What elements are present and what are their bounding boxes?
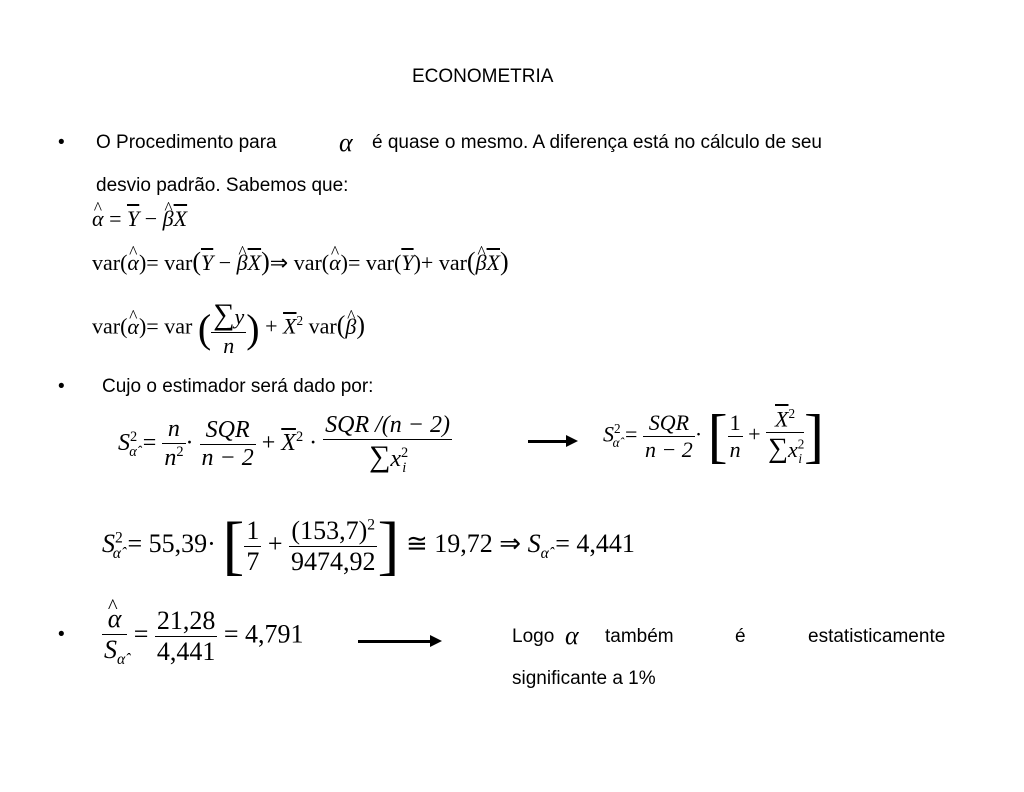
alpha-symbol: α xyxy=(339,128,353,157)
equation-var-alpha: var(^ $\alpha)= var(\overline{Y}$ − ^ $\beta\overline{X})\Rightarrow$ var(^ $\alpha)= var(\overline{Y})+$ var(^ $\beta\overline{X}$) xyxy=(92,247,509,277)
bullet-1: • xyxy=(58,132,65,153)
arrow-line-2 xyxy=(358,640,432,643)
equation-s2-alpha: $S^2_{\alphâ}$ = $\frac{n}{n^2}$ · $\frac{\text{SQR}}{n - 2}$ + $\overline{X}^2$ · $\frac{\text{SQR /(n − 2)}}{\sum x^2_i}$ xyxy=(118,412,450,476)
equation-s2-numeric: $S^2_{\alphâ} = 55,39\cdot$ [ $\frac{1}{7}$ + $\frac{(153,7)^2}{9474,92}$ ] ≅ 19,72 ⇒ $S_{\alphâ} = 4,441$ xyxy=(102,509,635,582)
equation-var-alpha-expanded: var(^ α)= var ( $\frac{\sum y}{n}$ ) + $\overline{X}^2$ var(^ β) xyxy=(92,298,365,359)
bullet-1-text-line2: desvio padrão. Sabemos que: xyxy=(96,175,349,196)
conclusion-estatisticamente: estatisticamente xyxy=(808,626,946,647)
conclusion-tambem: também xyxy=(605,626,674,647)
arrow-head-1 xyxy=(566,435,578,447)
alpha-symbol-2: α xyxy=(565,621,579,650)
equation-t-stat: ^ $\frac{\alpha}{S_{\alphâ}}$ = $\frac{21,28}{4,441}$ = 4,791 xyxy=(102,604,304,669)
equation-s2-alpha-simplified: $S^2_{\alphâ}$ = $\frac{\text{SQR}}{n - 2}$ · [ $\frac{1}{n}$ + $\frac{\overline{X}^2}{\sum x^2_i}$ ] xyxy=(603,403,825,469)
bullet-2-text: Cujo o estimador será dado por: xyxy=(102,376,374,397)
bullet-1-text-pre: O Procedimento para xyxy=(96,132,277,153)
arrow-line-1 xyxy=(528,440,568,443)
arrow-head-2 xyxy=(430,635,442,647)
bullet-1-text-post: é quase o mesmo. A diferença está no cálculo de seu xyxy=(372,132,822,153)
conclusion-logo: Logo xyxy=(512,626,555,647)
bullet-3: • xyxy=(58,624,65,645)
equation-alpha-hat: ^ $\alpha = \overline{Y}$ − ^ $\beta\overline{X}$ xyxy=(92,206,187,232)
conclusion-e: é xyxy=(735,626,746,647)
conclusion-significante: significante a 1% xyxy=(512,668,656,689)
page-title: ECONOMETRIA xyxy=(412,66,554,87)
bullet-2: • xyxy=(58,376,65,397)
